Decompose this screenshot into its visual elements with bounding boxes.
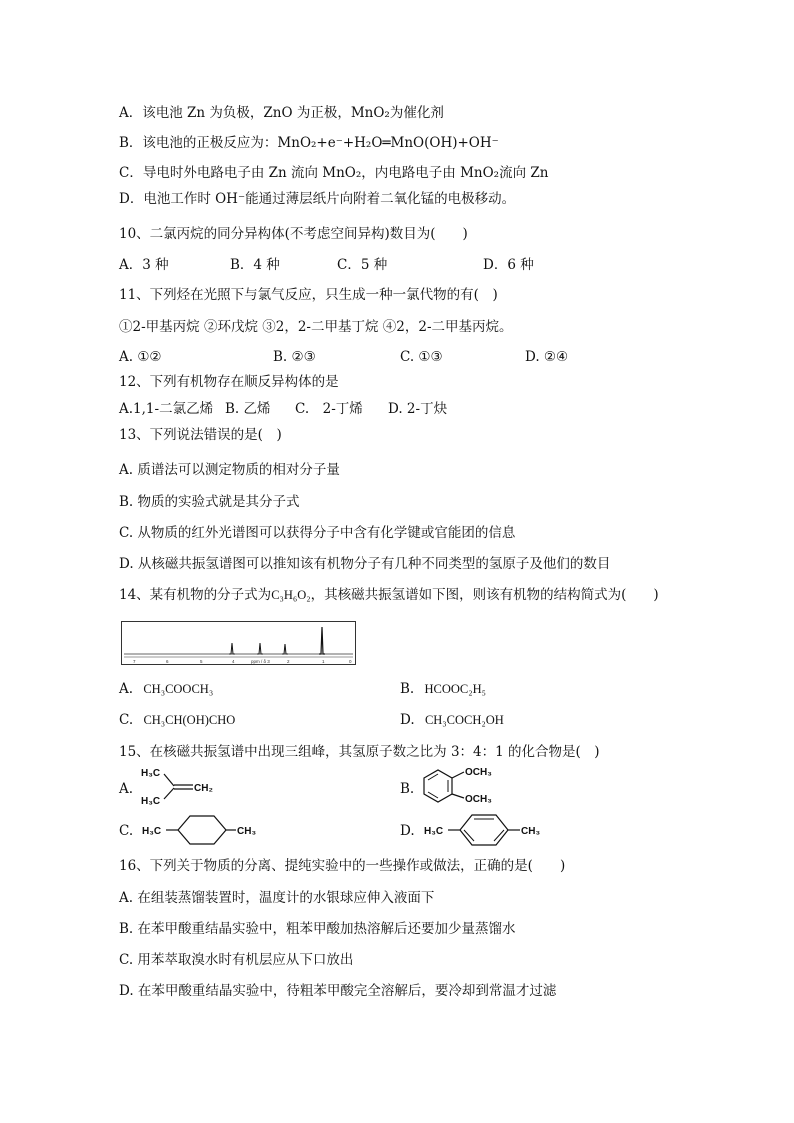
q14-option-c: [119, 711, 235, 729]
q10-option-c: C．5 种: [337, 257, 388, 273]
nmr-tick: 0: [349, 659, 352, 664]
nmr-peak: [257, 643, 263, 654]
option-label: A.: [119, 681, 134, 697]
q16-option-a: A. 在组装蒸馏装置时，温度计的水银球应伸入液面下: [119, 890, 435, 906]
structure-b-methoxy-bottom: OCH₃: [465, 794, 492, 805]
structure-c-methyl-right: CH₃: [237, 826, 257, 837]
structure-a-methylene: CH₂: [194, 783, 213, 794]
nmr-tick: 2: [287, 659, 290, 664]
q12-option-c: C. 2-丁烯: [295, 401, 363, 417]
structure-c-methyl-left: H₃C: [142, 826, 162, 837]
nmr-tick: 7: [133, 659, 136, 664]
q15-stem: 15、在核磁共振氢谱中出现三组峰，其氢原子数之比为 3：4：1 的化合物是( ): [119, 744, 600, 760]
structure-a-methyl-bottom: H₃C: [141, 796, 161, 807]
q14-option-c-formula: CH₃CH(OH)CHO: [143, 713, 236, 727]
q15-label-b: B.: [400, 781, 415, 797]
nmr-tick: 4: [232, 659, 235, 664]
q13-option-b: B. 物质的实验式就是其分子式: [119, 494, 300, 510]
q12-option-b: B. 乙烯: [225, 401, 271, 417]
q14-formula: C₃H₆O₂: [271, 588, 311, 602]
structure-a-methyl-top: H₃C: [141, 768, 161, 779]
structure-a: [138, 764, 228, 808]
nmr-tick: ppm / δ 3: [251, 659, 270, 664]
q16-stem: 16、下列关于物质的分离、提纯实验中的一些操作或做法，正确的是( ): [119, 858, 566, 874]
q9-option-d: D．电池工作时 OH⁻能通过薄层纸片向附着二氧化锰的电极移动。: [119, 191, 516, 207]
nmr-peak: [282, 644, 288, 654]
q12-option-d: D. 2-丁炔: [388, 401, 448, 417]
nmr-peak: [229, 643, 235, 654]
q10-option-d: D．6 种: [483, 257, 534, 273]
structure-d-methyl-left: H₃C: [424, 826, 444, 837]
q11-option-b: B. ②③: [273, 349, 316, 365]
q14-option-b-formula: HCOOC₂H₅: [424, 682, 487, 696]
structure-d-methyl-right: CH₃: [521, 826, 541, 837]
q15-label-a: A.: [119, 781, 134, 797]
q13-option-d: D. 从核磁共振氢谱图可以推知该有机物分子有几种不同类型的氢原子及他们的数目: [119, 556, 611, 572]
option-label: D.: [400, 712, 415, 728]
q14-option-d-formula: CH₃COCH₂OH: [424, 713, 504, 727]
q14-stem-post: ，其核磁共振氢谱如下图，则该有机物的结构简式为( ): [310, 587, 659, 603]
q14-stem: [119, 586, 659, 604]
structure-b-methoxy-top: OCH₃: [465, 767, 492, 778]
q11-items: ①2-甲基丙烷 ②环戊烷 ③2，2-二甲基丁烷 ④2，2-二甲基丙烷。: [119, 319, 513, 335]
q12-option-a: A.1,1-二氯乙烯: [119, 401, 214, 417]
q14-option-b: [400, 680, 486, 698]
q10-stem: 10、二氯丙烷的同分异构体(不考虑空间异构)数目为( ): [119, 226, 468, 242]
q15-label-d: D.: [400, 823, 415, 839]
q14-option-a: [119, 680, 213, 698]
q12-stem: 12、下列有机物存在顺反异构体的是: [119, 374, 339, 390]
q15-label-c: C.: [119, 823, 134, 839]
q16-option-b: B. 在苯甲酸重结晶实验中，粗苯甲酸加热溶解后还要加少量蒸馏水: [119, 921, 516, 937]
q11-option-c: C. ①③: [400, 349, 443, 365]
nmr-peak: [319, 627, 325, 654]
q13-option-c: C. 从物质的红外光谱图可以获得分子中含有化学键或官能团的信息: [119, 525, 516, 541]
q10-option-b: B．4 种: [230, 257, 280, 273]
structure-c: [140, 810, 270, 850]
q9-option-b: B．该电池的正极反应为：MnO₂+e⁻+H₂O═MnO(OH)+OH⁻: [119, 135, 499, 151]
nmr-tick: 5: [200, 659, 203, 664]
nmr-tick: 1: [322, 659, 325, 664]
q13-stem: 13、下列说法错误的是( ): [119, 427, 282, 443]
q14-stem-pre: 14、某有机物的分子式为: [119, 587, 272, 603]
q14-option-d: [400, 711, 504, 729]
q16-option-d: D. 在苯甲酸重结晶实验中，待粗苯甲酸完全溶解后，要冷却到常温才过滤: [119, 983, 557, 999]
structure-d: [422, 810, 552, 850]
option-label: C.: [119, 712, 134, 728]
q9-option-c: C．导电时外电路电子由 Zn 流向 MnO₂，内电路电子由 MnO₂流向 Zn: [119, 165, 549, 181]
q11-stem: 11、下列烃在光照下与氯气反应，只生成一种一氯代物的有( ): [119, 287, 498, 303]
option-label: B.: [400, 681, 415, 697]
q11-option-a: A. ①②: [119, 349, 162, 365]
q13-option-a: A. 质谱法可以测定物质的相对分子量: [119, 462, 340, 478]
q16-option-c: C. 用苯萃取溴水时有机层应从下口放出: [119, 952, 354, 968]
q9-option-a: A．该电池 Zn 为负极，ZnO 为正极，MnO₂为催化剂: [119, 105, 444, 121]
nmr-spectrum: [121, 621, 356, 665]
q11-option-d: D. ②④: [525, 349, 569, 365]
q14-option-a-formula: CH₃COOCH₃: [143, 682, 214, 696]
q10-option-a: A．3 种: [119, 257, 169, 273]
nmr-tick: 6: [166, 659, 169, 664]
structure-b: [418, 762, 518, 812]
